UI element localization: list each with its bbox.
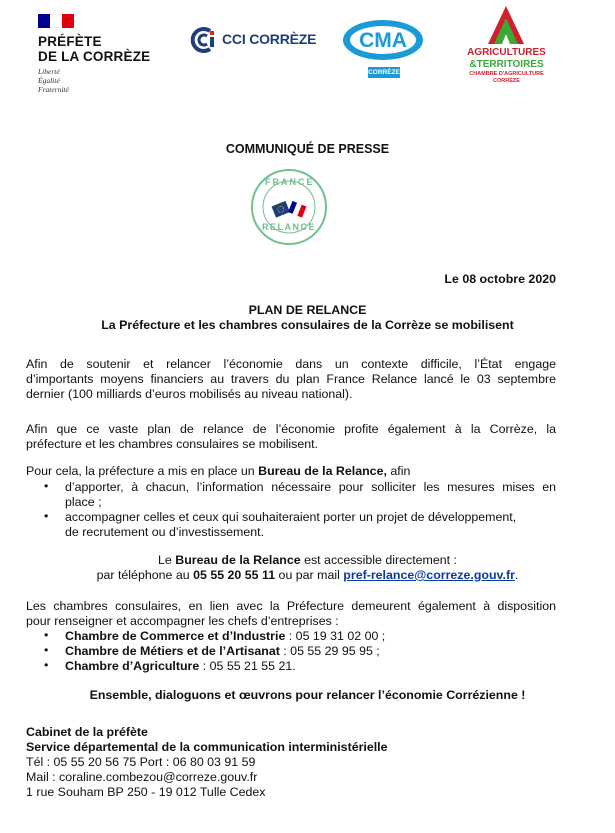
chamber-cma-tel: : 05 55 29 95 95 ; (283, 644, 380, 658)
chamber-cci (65, 629, 385, 644)
chambers-line2: pour renseigner et accompagner les chefs d’entreprises : (26, 614, 339, 628)
chamber-agri (65, 659, 296, 674)
signature-mail[interactable]: Mail : coraline.combezou@correze.gouv.fr (26, 770, 258, 784)
motto-liberte: Liberté (38, 67, 60, 76)
signature-service: Service départemental de la communication interministérielle (26, 740, 388, 754)
para3-bullet1-line1: d’apporter, à chacun, l’information nécessaire pour solliciter les mesures mises en (65, 480, 556, 494)
agri-line3: CHAMBRE D'AGRICULTURE (469, 71, 544, 77)
access-post: est accessible directement : (304, 553, 457, 567)
para1-line1: Afin de soutenir et relancer l’économie dans un contexte difficile, l’État engage (26, 357, 556, 371)
chamber-cma-name: Chambre de Métiers et de l’Artisanat (65, 644, 280, 658)
chamber-agri-name: Chambre d’Agriculture (65, 659, 200, 673)
french-flag-icon (38, 14, 74, 28)
bullet-dot: • (44, 479, 49, 493)
access-mail-pre: ou par mail (278, 568, 340, 582)
bullet-dot: • (44, 643, 49, 657)
para3-intro-text: Pour cela, la préfecture a mis en place un (26, 464, 255, 478)
agri-emblem-icon (480, 2, 528, 46)
chamber-cci-tel: : 05 19 31 02 00 ; (288, 629, 386, 643)
para2-line1: Afin que ce vaste plan de relance de l’économie profite également à la Corrèze, la (26, 422, 556, 436)
agri-line2: &TERRITOIRES (469, 59, 544, 70)
access-phone-pre: par téléphone au (96, 568, 190, 582)
prefecture-name-line2: DE LA CORRÈZE (38, 49, 151, 64)
signature-phone: Tél : 05 55 20 56 75 Port : 06 80 03 91 59 (26, 755, 256, 769)
signature-address: 1 rue Souham BP 250 - 19 012 Tulle Cedex (26, 785, 266, 799)
cma-emblem-icon (341, 16, 425, 66)
para3-bullet1-line2: place ; (65, 495, 102, 509)
para3-intro (26, 464, 410, 479)
agri-line1: AGRICULTURES (467, 47, 546, 58)
signature-cabinet: Cabinet de la préfète (26, 725, 148, 739)
para2-line2: préfecture et les chambres consulaires se mobilisent. (26, 437, 319, 451)
access-line2 (0, 568, 615, 582)
document-type: COMMUNIQUÉ DE PRESSE (225, 142, 390, 156)
para3-intro-end: afin (390, 464, 411, 478)
bullet-dot: • (44, 628, 49, 642)
chambers-line1: Les chambres consulaires, en lien avec la Préfecture demeurent également à disposition (26, 599, 556, 613)
access-bureau-name: Bureau de la Relance (175, 553, 301, 567)
chamber-cma (65, 644, 380, 659)
closing-statement: Ensemble, dialoguons et œuvrons pour relancer l’économie Corrézienne ! (89, 688, 526, 702)
para3-bullet2-line2: de recrutement ou d’investissement. (65, 525, 265, 539)
relance-top-text: FRANCE (265, 177, 315, 187)
chamber-agri-tel: : 05 55 21 55 21. (202, 659, 296, 673)
access-period: . (514, 568, 519, 582)
relance-bottom-text: RELANCE (262, 222, 317, 232)
document-date: Le 08 octobre 2020 (444, 272, 556, 286)
prefecture-name-line1: PRÉFÈTE (38, 34, 102, 49)
bullet-dot: • (44, 509, 49, 523)
cma-badge: CORRÈZE (368, 69, 400, 76)
svg-text:CMA: CMA (359, 29, 407, 52)
document-title: PLAN DE RELANCE (248, 303, 367, 317)
cci-emblem-icon (190, 27, 218, 53)
access-mail-link[interactable]: pref-relance@correze.gouv.fr (343, 568, 515, 582)
cci-label: CCI CORRÈZE (222, 31, 317, 47)
document-subtitle: La Préfecture et les chambres consulaires de la Corrèze se mobilisent (101, 318, 514, 332)
access-phone-number: 05 55 20 55 11 (193, 568, 276, 582)
agri-line4: CORRÈZE (493, 78, 520, 84)
access-pre: Le (158, 553, 172, 567)
para3-bullet2-line1: accompagner celles et ceux qui souhaiteraient porter un projet de développement, (65, 510, 517, 524)
para3-intro-bold: Bureau de la Relance, (258, 464, 387, 478)
para1-line2: d’importants moyens financiers au travers du plan France Relance lancé le 03 septembre (26, 372, 556, 386)
chamber-cci-name: Chambre de Commerce et d’Industrie (65, 629, 286, 643)
motto-fraternite: Fraternité (38, 85, 69, 94)
bullet-dot: • (44, 658, 49, 672)
para1-line3: dernier (100 milliards d’euros mobilisés au niveau national). (26, 387, 353, 401)
access-line1 (0, 553, 615, 567)
motto-egalite: Égalité (38, 76, 60, 85)
